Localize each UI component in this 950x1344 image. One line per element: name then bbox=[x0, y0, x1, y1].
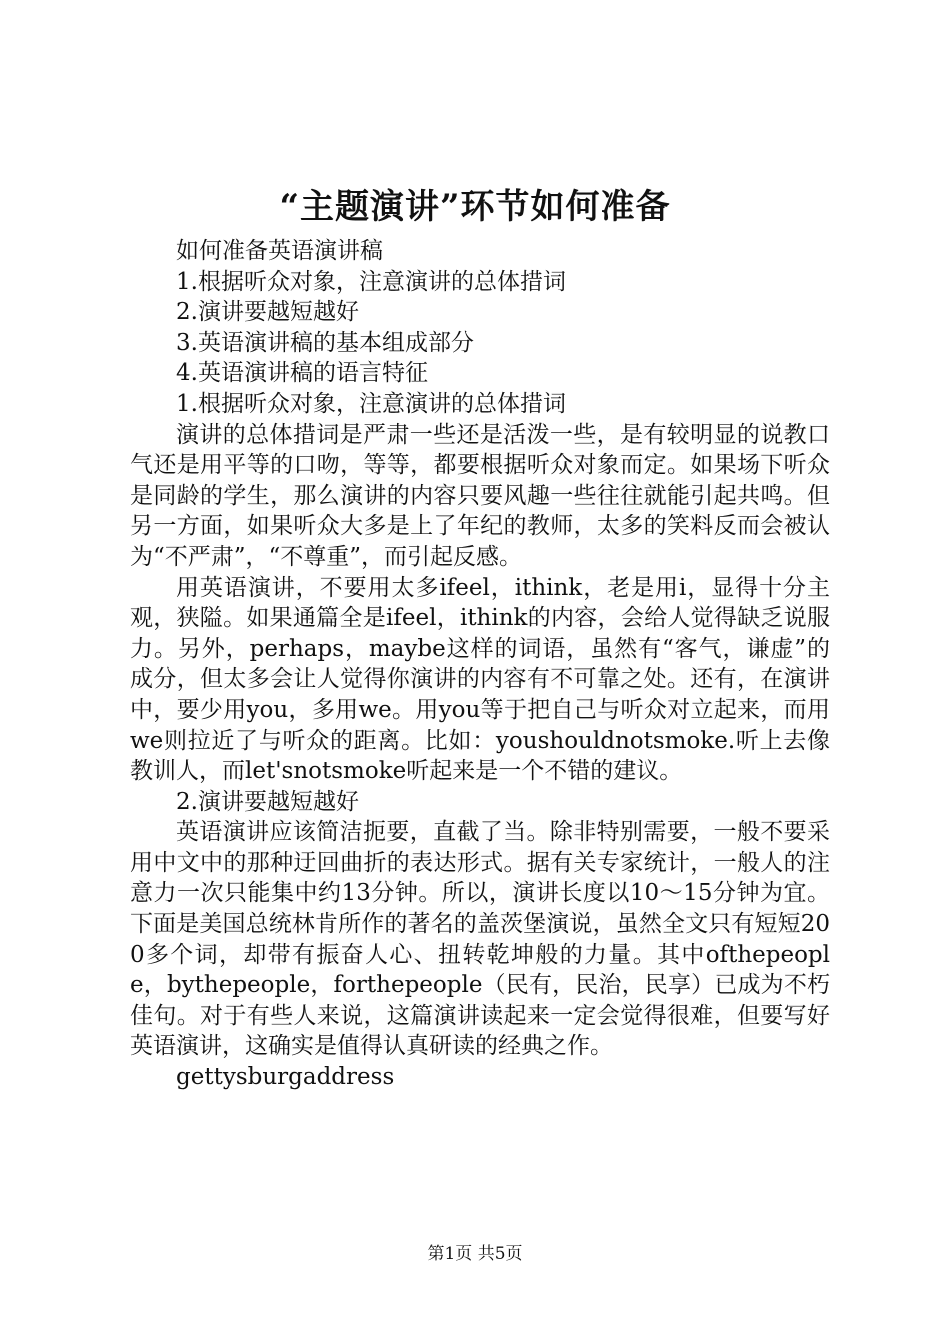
paragraph-outline-item-1: 1.根据听众对象，注意演讲的总体措词 bbox=[176, 268, 566, 295]
section-heading-1: 1.根据听众对象，注意演讲的总体措词 bbox=[176, 390, 566, 417]
paragraph-body: 英语演讲应该简洁扼要，直截了当。除非特别需要，一般不要采用中文中的那种迂回曲折的表达形式。据有关专家统计，一般人的注意力一次只能集中约13分钟。所以，演讲长度以10～15分钟为宜。下面是美国总统林肯所作的著名的盖茨堡演说，虽然全文只有短短200多个词，却带有振奋人心、扭转乾坤般的力量。其中ofthepeople，bythepeople，forthepeople（民有，民治，民享）已成为不朽佳句。对于有些人来说，这篇演讲读起来一定会觉得很难，但要写好英语演讲，这确实是值得认真研读的经典之作。 bbox=[130, 819, 830, 1060]
document-title: “主题演讲”环节如何准备 bbox=[279, 187, 671, 227]
page-footer: 第1页 共5页 bbox=[427, 1244, 523, 1264]
section-heading-2: 2.演讲要越短越好 bbox=[176, 788, 359, 815]
paragraph-subtitle: 如何准备英语演讲稿 bbox=[176, 238, 383, 264]
paragraph-body: 演讲的总体措词是严肃一些还是活泼一些，是有较明显的说教口气还是用平等的口吻，等等，都要根据听众对象而定。如果场下听众是同龄的学生，那么演讲的内容只要风趣一些往往就能引起共鸣。但另一方面，如果听众大多是上了年纪的教师，太多的笑料反而会被认为“不严肃”，“不尊重”，而引起反感。 bbox=[130, 421, 830, 570]
document-body bbox=[130, 236, 830, 1093]
paragraph-outline-item-4: 4.英语演讲稿的语言特征 bbox=[176, 360, 428, 387]
paragraph-outline-item-3: 3.英语演讲稿的基本组成部分 bbox=[176, 329, 474, 356]
paragraph-speech-title: gettysburgaddress bbox=[176, 1064, 395, 1091]
paragraph-outline-item-2: 2.演讲要越短越好 bbox=[176, 299, 359, 326]
paragraph-body: 用英语演讲，不要用太多ifeel，ithink，老是用i，显得十分主观，狭隘。如果通篇全是ifeel，ithink的内容，会给人觉得缺乏说服力。另外，perhaps，maybe这样的词语，虽然有“客气，谦虚”的成分，但太多会让人觉得你演讲的内容有不可靠之处。还有，在演讲中，要少用you，多用we。用you等于把自己与听众对立起来，而用we则拉近了与听众的距离。比如：youshouldnotsmoke.听上去像教训人，而let'snotsmoke听起来是一个不错的建议。 bbox=[130, 574, 830, 785]
